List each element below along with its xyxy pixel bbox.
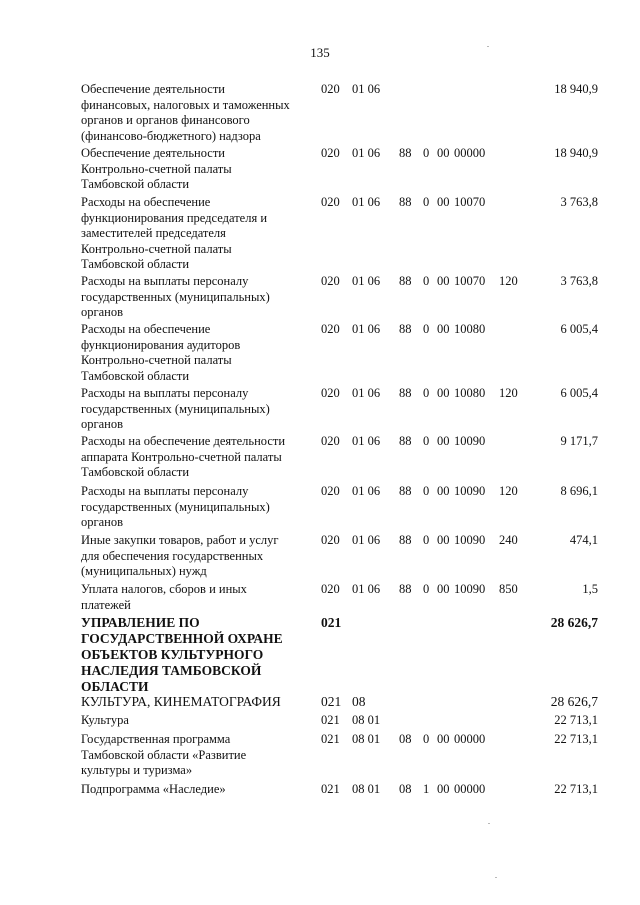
row-name: Обеспечение деятельности финансовых, налоговых и таможенных органов и органов финансового (финансово-бюджетного) надзора	[81, 82, 290, 143]
subprogram-code: 0	[423, 434, 430, 448]
amount: 28 626,7	[550, 615, 598, 630]
activity-code: 00	[437, 582, 450, 596]
ministry-code: 021	[321, 615, 342, 630]
section-code: 01 06	[352, 322, 381, 336]
row-name: УПРАВЛЕНИЕ ПО ГОСУДАРСТВЕННОЙ ОХРАНЕ ОБЪЕКТОВ КУЛЬТУРНОГО НАСЛЕДИЯ ТАМБОВСКОЙ ОБЛАСТИ	[81, 615, 283, 694]
activity-code: 00	[437, 386, 450, 400]
amount: 22 713,1	[554, 713, 598, 727]
ministry-code: 020	[321, 484, 340, 498]
row-name: Расходы на обеспечение деятельности аппарата Контрольно-счетной палаты Тамбовской области	[81, 434, 286, 479]
row-name: Расходы на обеспечение функционирования председателя и заместителей председателя Контрольно-счетной палаты Тамбовской области	[81, 195, 268, 271]
direction-code: 10070	[454, 195, 486, 209]
section-code: 08 01	[352, 732, 381, 746]
amount: 18 940,9	[554, 82, 598, 96]
activity-code: 00	[437, 274, 450, 288]
section-code: 01 06	[352, 434, 381, 448]
section-code: 01 06	[352, 195, 381, 209]
ministry-code: 020	[321, 434, 340, 448]
ministry-code: 020	[321, 582, 340, 596]
expense-type-code: 120	[499, 386, 518, 400]
row-name: Культура	[81, 713, 129, 727]
direction-code: 00000	[454, 782, 486, 796]
amount: 6 005,4	[560, 322, 598, 336]
amount: 22 713,1	[554, 732, 598, 746]
amount: 18 940,9	[554, 146, 598, 160]
ministry-code: 020	[321, 322, 340, 336]
direction-code: 00000	[454, 732, 486, 746]
ministry-code: 020	[321, 386, 340, 400]
row-name: Уплата налогов, сборов и иных платежей	[81, 582, 247, 612]
activity-code: 00	[437, 484, 450, 498]
row-name: Обеспечение деятельности Контрольно-счетной палаты Тамбовской области	[81, 146, 232, 191]
section-code: 01 06	[352, 582, 381, 596]
amount: 8 696,1	[560, 484, 598, 498]
program-code: 88	[399, 322, 412, 336]
direction-code: 00000	[454, 146, 486, 160]
row-name: Расходы на выплаты персоналу государственных (муниципальных) органов	[81, 484, 270, 529]
page-number: 135	[310, 45, 330, 60]
section-code: 01 06	[352, 146, 381, 160]
ministry-code: 021	[321, 713, 340, 727]
ministry-code: 021	[321, 694, 342, 709]
section-code: 08 01	[352, 782, 381, 796]
subprogram-code: 1	[423, 782, 430, 796]
section-code: 01 06	[352, 484, 381, 498]
activity-code: 00	[437, 782, 450, 796]
program-code: 88	[399, 195, 412, 209]
subprogram-code: 0	[423, 582, 430, 596]
amount: 6 005,4	[560, 386, 598, 400]
program-code: 88	[399, 484, 412, 498]
activity-code: 00	[437, 146, 450, 160]
expense-type-code: 120	[499, 484, 518, 498]
direction-code: 10080	[454, 386, 486, 400]
ministry-code: 020	[321, 195, 340, 209]
subprogram-code: 0	[423, 322, 430, 336]
direction-code: 10090	[454, 484, 486, 498]
row-name: Расходы на выплаты персоналу государственных (муниципальных) органов	[81, 386, 270, 431]
direction-code: 10070	[454, 274, 486, 288]
row-name: Подпрограмма «Наследие»	[81, 782, 226, 796]
row-name: Расходы на выплаты персоналу государственных (муниципальных) органов	[81, 274, 270, 319]
program-code: 88	[399, 434, 412, 448]
scan-speck	[495, 877, 497, 878]
row-name: Расходы на обеспечение функционирования аудиторов Контрольно-счетной палаты Тамбовской области	[81, 322, 241, 383]
program-code: 88	[399, 274, 412, 288]
ministry-code: 020	[321, 146, 340, 160]
amount: 9 171,7	[560, 434, 598, 448]
program-code: 88	[399, 533, 412, 547]
section-code: 08	[352, 694, 366, 709]
amount: 22 713,1	[554, 782, 598, 796]
section-code: 01 06	[352, 386, 381, 400]
program-code: 88	[399, 386, 412, 400]
activity-code: 00	[437, 732, 450, 746]
ministry-code: 021	[321, 782, 340, 796]
row-name: Государственная программа Тамбовской области «Развитие культуры и туризма»	[81, 732, 247, 777]
ministry-code: 020	[321, 82, 340, 96]
subprogram-code: 0	[423, 484, 430, 498]
ministry-code: 020	[321, 533, 340, 547]
program-code: 08	[399, 732, 412, 746]
subprogram-code: 0	[423, 274, 430, 288]
section-code: 01 06	[352, 533, 381, 547]
activity-code: 00	[437, 195, 450, 209]
subprogram-code: 0	[423, 146, 430, 160]
direction-code: 10090	[454, 582, 486, 596]
subprogram-code: 0	[423, 386, 430, 400]
subprogram-code: 0	[423, 195, 430, 209]
activity-code: 00	[437, 434, 450, 448]
row-name: Иные закупки товаров, работ и услуг для обеспечения государственных (муниципальных) нужд	[81, 533, 279, 578]
direction-code: 10080	[454, 322, 486, 336]
amount: 3 763,8	[560, 274, 598, 288]
subprogram-code: 0	[423, 732, 430, 746]
amount: 28 626,7	[550, 694, 598, 709]
direction-code: 10090	[454, 533, 486, 547]
expense-type-code: 120	[499, 274, 518, 288]
program-code: 88	[399, 582, 412, 596]
program-code: 08	[399, 782, 412, 796]
activity-code: 00	[437, 533, 450, 547]
section-code: 01 06	[352, 274, 381, 288]
amount: 1,5	[582, 582, 598, 596]
subprogram-code: 0	[423, 533, 430, 547]
expense-type-code: 240	[499, 533, 518, 547]
program-code: 88	[399, 146, 412, 160]
ministry-code: 020	[321, 274, 340, 288]
amount: 474,1	[569, 533, 598, 547]
scan-speck	[488, 823, 490, 824]
ministry-code: 021	[321, 732, 340, 746]
amount: 3 763,8	[560, 195, 598, 209]
activity-code: 00	[437, 322, 450, 336]
scan-speck	[487, 46, 489, 47]
section-code: 01 06	[352, 82, 381, 96]
row-name: КУЛЬТУРА, КИНЕМАТОГРАФИЯ	[81, 694, 281, 709]
section-code: 08 01	[352, 713, 381, 727]
expense-type-code: 850	[499, 582, 518, 596]
direction-code: 10090	[454, 434, 486, 448]
